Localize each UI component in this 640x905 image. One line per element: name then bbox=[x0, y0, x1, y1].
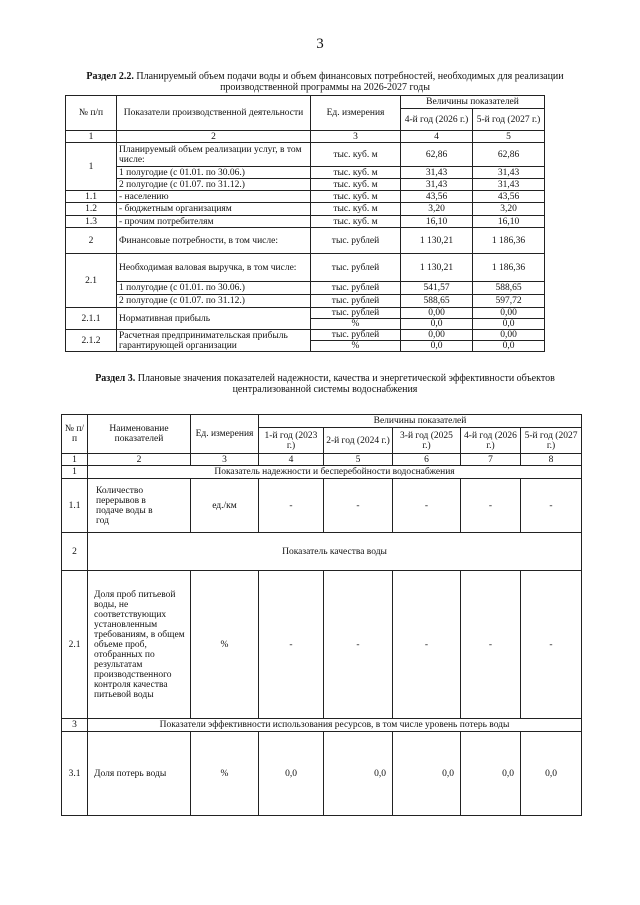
section-3-title-line1: Плановые значения показателей надежности, качества и энергетической эффективности объектов bbox=[137, 373, 555, 384]
row-value: 0,0 bbox=[473, 319, 545, 330]
header-num: № п/п bbox=[66, 96, 117, 131]
row-value: - bbox=[521, 571, 582, 719]
col-number: 8 bbox=[521, 454, 582, 466]
row-value: 0,00 bbox=[473, 308, 545, 319]
section-3-title-line2: централизованной системы водоснабжения bbox=[232, 384, 418, 395]
row-value: 3,20 bbox=[473, 203, 545, 216]
row-value: 0,00 bbox=[401, 330, 473, 341]
section-3-label: Раздел 3. bbox=[95, 373, 136, 384]
group-num: 2 bbox=[62, 533, 88, 571]
row-value: 16,10 bbox=[401, 216, 473, 228]
header-unit: Ед. измерения bbox=[191, 415, 259, 454]
row-value: 0,0 bbox=[473, 341, 545, 352]
header-num: № п/п bbox=[62, 415, 88, 454]
row-num: 2.1.1 bbox=[66, 308, 117, 330]
header-indicator: Показатели производственной деятельности bbox=[117, 96, 311, 131]
row-value: 1 130,21 bbox=[401, 254, 473, 282]
group-num: 1 bbox=[62, 466, 88, 479]
row-name: - прочим потребителям bbox=[117, 216, 311, 228]
row-unit: ед./км bbox=[191, 479, 259, 533]
section-2-2-label: Раздел 2.2. bbox=[86, 71, 134, 82]
row-name: Расчетная предпринимательская прибыль гарантирующей организации bbox=[117, 330, 311, 352]
section-2-2-heading bbox=[60, 71, 590, 93]
row-value: 0,0 bbox=[259, 732, 324, 816]
row-value: 43,56 bbox=[473, 191, 545, 203]
col-number: 2 bbox=[88, 454, 191, 466]
row-value: 16,10 bbox=[473, 216, 545, 228]
row-unit: тыс. рублей bbox=[311, 254, 401, 282]
row-value: 588,65 bbox=[473, 282, 545, 295]
row-value: 588,65 bbox=[401, 295, 473, 308]
row-unit: тыс. куб. м bbox=[311, 203, 401, 216]
row-name: 1 полугодие (с 01.01. по 30.06.) bbox=[117, 167, 311, 179]
col-number: 4 bbox=[401, 131, 473, 143]
row-unit: % bbox=[311, 319, 401, 330]
row-value: 31,43 bbox=[473, 179, 545, 191]
row-num: 2.1 bbox=[62, 571, 88, 719]
header-indicator: Наименование показателей bbox=[88, 415, 191, 454]
col-number: 3 bbox=[311, 131, 401, 143]
col-number: 3 bbox=[191, 454, 259, 466]
row-value: - bbox=[259, 479, 324, 533]
row-unit: тыс. рублей bbox=[311, 295, 401, 308]
header-year4: 4-й год (2026 г.) bbox=[461, 428, 521, 454]
header-year5: 5-й год (2027 г.) bbox=[521, 428, 582, 454]
row-value: - bbox=[521, 479, 582, 533]
row-value: 62,86 bbox=[401, 143, 473, 167]
col-number: 6 bbox=[393, 454, 461, 466]
row-value: 43,56 bbox=[401, 191, 473, 203]
row-value: - bbox=[259, 571, 324, 719]
group-title: Показатель качества воды bbox=[88, 533, 582, 571]
header-year2: 2-й год (2024 г.) bbox=[324, 428, 393, 454]
col-number: 4 bbox=[259, 454, 324, 466]
header-year4: 4-й год (2026 г.) bbox=[401, 109, 473, 131]
row-name: Планируемый объем реализации услуг, в том числе: bbox=[117, 143, 311, 167]
row-num: 2.1.2 bbox=[66, 330, 117, 352]
header-year1: 1-й год (2023 г.) bbox=[259, 428, 324, 454]
row-value: 1 186,36 bbox=[473, 254, 545, 282]
row-value: 0,0 bbox=[521, 732, 582, 816]
production-program-table bbox=[65, 95, 545, 352]
row-num: 1.1 bbox=[66, 191, 117, 203]
row-name: - бюджетным организациям bbox=[117, 203, 311, 216]
row-name: Доля проб питьевой воды, не соответствующих установленным требованиям, в общем объеме проб, отобранных по результатам производственного контроля качества питьевой воды bbox=[88, 571, 191, 719]
col-number: 2 bbox=[117, 131, 311, 143]
row-value: 62,86 bbox=[473, 143, 545, 167]
row-unit: тыс. рублей bbox=[311, 282, 401, 295]
row-value: - bbox=[393, 479, 461, 533]
row-unit: тыс. куб. м bbox=[311, 179, 401, 191]
row-unit: тыс. куб. м bbox=[311, 191, 401, 203]
col-number: 1 bbox=[62, 454, 88, 466]
row-value: 0,0 bbox=[393, 732, 461, 816]
row-name: Необходимая валовая выручка, в том числе: bbox=[117, 254, 311, 282]
row-value: 541,57 bbox=[401, 282, 473, 295]
header-year5: 5-й год (2027 г.) bbox=[473, 109, 545, 131]
group-num: 3 bbox=[62, 719, 88, 732]
row-name: 2 полугодие (с 01.07. по 31.12.) bbox=[117, 295, 311, 308]
row-value: 31,43 bbox=[401, 179, 473, 191]
group-title: Показатель надежности и бесперебойности водоснабжения bbox=[88, 466, 582, 479]
row-unit: % bbox=[311, 341, 401, 352]
header-year3: 3-й год (2025 г.) bbox=[393, 428, 461, 454]
section-2-2-title-line1: Планируемый объем подачи воды и объем финансовых потребностей, необходимых для реализации bbox=[136, 71, 564, 82]
row-value: - bbox=[324, 479, 393, 533]
page-number: 3 bbox=[316, 36, 324, 52]
col-number: 1 bbox=[66, 131, 117, 143]
row-value: 597,72 bbox=[473, 295, 545, 308]
row-value: 0,00 bbox=[401, 308, 473, 319]
col-number: 7 bbox=[461, 454, 521, 466]
row-name: 2 полугодие (с 01.07. по 31.12.) bbox=[117, 179, 311, 191]
row-value: 3,20 bbox=[401, 203, 473, 216]
row-value: - bbox=[461, 479, 521, 533]
header-unit: Ед. измерения bbox=[311, 96, 401, 131]
row-name: - населению bbox=[117, 191, 311, 203]
row-value: 31,43 bbox=[473, 167, 545, 179]
section-2-2-title-line2: производственной программы на 2026-2027 годы bbox=[220, 82, 430, 93]
row-value: 0,00 bbox=[473, 330, 545, 341]
row-value: - bbox=[324, 571, 393, 719]
row-value: 1 186,36 bbox=[473, 228, 545, 254]
row-unit: тыс. рублей bbox=[311, 330, 401, 341]
row-unit: тыс. куб. м bbox=[311, 167, 401, 179]
row-num: 1.2 bbox=[66, 203, 117, 216]
row-name: 1 полугодие (с 01.01. по 30.06.) bbox=[117, 282, 311, 295]
row-name: Нормативная прибыль bbox=[117, 308, 311, 330]
col-number: 5 bbox=[324, 454, 393, 466]
row-name: Количество перерывов в подаче воды в год bbox=[88, 479, 191, 533]
row-num: 2.1 bbox=[66, 254, 117, 308]
row-num: 1.3 bbox=[66, 216, 117, 228]
row-unit: тыс. рублей bbox=[311, 228, 401, 254]
row-unit: тыс. куб. м bbox=[311, 143, 401, 167]
row-unit: % bbox=[191, 571, 259, 719]
row-num: 1.1 bbox=[62, 479, 88, 533]
row-num: 3.1 bbox=[62, 732, 88, 816]
col-number: 5 bbox=[473, 131, 545, 143]
row-value: 1 130,21 bbox=[401, 228, 473, 254]
row-name: Доля потерь воды bbox=[88, 732, 191, 816]
row-value: - bbox=[393, 571, 461, 719]
row-value: 0,0 bbox=[401, 341, 473, 352]
row-value: 0,0 bbox=[401, 319, 473, 330]
row-unit: тыс. куб. м bbox=[311, 216, 401, 228]
row-num: 2 bbox=[66, 228, 117, 254]
row-value: - bbox=[461, 571, 521, 719]
row-value: 0,0 bbox=[324, 732, 393, 816]
header-values: Величины показателей bbox=[401, 96, 545, 109]
row-unit: % bbox=[191, 732, 259, 816]
section-3-heading bbox=[60, 373, 590, 395]
row-value: 0,0 bbox=[461, 732, 521, 816]
group-title: Показатели эффективности использования ресурсов, в том числе уровень потерь воды bbox=[88, 719, 582, 732]
row-value: 31,43 bbox=[401, 167, 473, 179]
header-values: Величины показателей bbox=[259, 415, 582, 428]
row-num: 1 bbox=[66, 143, 117, 191]
quality-indicators-table bbox=[61, 414, 582, 816]
row-name: Финансовые потребности, в том числе: bbox=[117, 228, 311, 254]
row-unit: тыс. рублей bbox=[311, 308, 401, 319]
